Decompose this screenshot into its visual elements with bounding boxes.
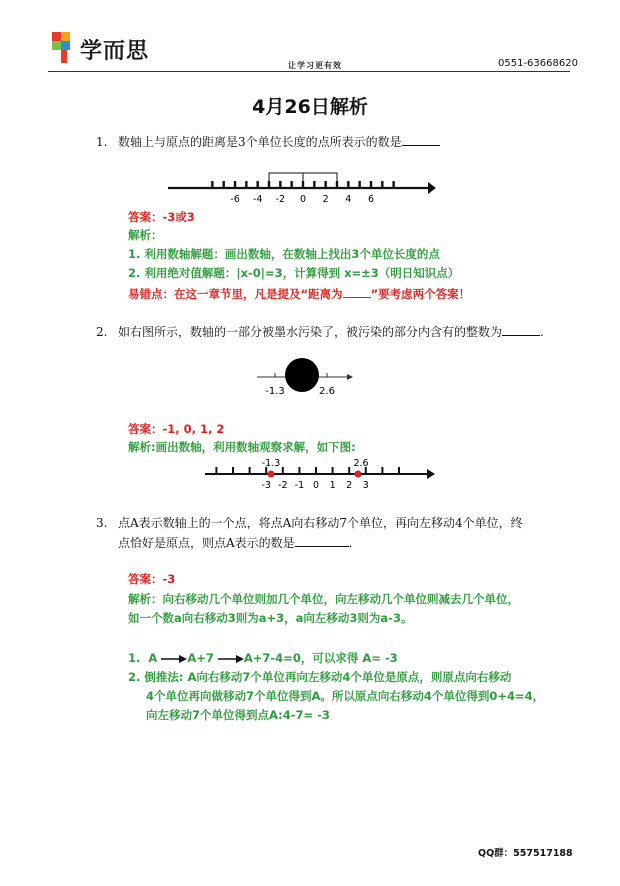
q1-bracket-left [269, 173, 303, 185]
tick-label: -1 [294, 480, 305, 491]
tick-label: 0 [299, 194, 307, 205]
q2-figure-arrow [347, 374, 353, 380]
tick-label: -2 [275, 194, 286, 205]
q1-tick-labels [230, 194, 374, 205]
q3-period: . [348, 536, 353, 550]
q1-axis-arrow [428, 182, 436, 194]
q2-point-label-right: 2.6 [353, 458, 369, 469]
q1-bracket-right [303, 173, 337, 185]
q3-step-1 [128, 649, 398, 668]
q3-analysis-line2: 如一个数a向右移动3则为a+3，a向左移动3则为a-3。 [128, 611, 413, 625]
q2-number-line [195, 455, 440, 495]
q3-text-line1: 点A表示数轴上的一个点，将点A向右移动7个单位，再向左移动4个单位，终 [118, 516, 523, 530]
q1-method-2: 2. 利用绝对值解题：|x-0|=3，计算得到 x=±3（明日知识点） [128, 266, 460, 280]
q2-text [118, 323, 578, 341]
q3-step-2-line3: 向左移动7个单位得到点A:4-7= -3 [146, 708, 330, 722]
q2-answer: 答案：-1, 0, 1, 2 [128, 422, 225, 436]
phone-number: 0551-63668620 [498, 58, 578, 69]
q2-axis-arrow [427, 469, 435, 479]
q1-number: 1. [96, 135, 108, 149]
q1-method-1: 1. 利用数轴解题：画出数轴，在数轴上找出3个单位长度的点 [128, 247, 440, 261]
q1-answer: 答案：-3或3 [128, 210, 195, 224]
q2-ink-figure [255, 355, 355, 400]
q2-number: 2. [96, 325, 108, 339]
q3-question: 点恰好是原点，则点A表示的数是 [118, 536, 295, 550]
slogan: 让学习更有效 [288, 61, 342, 70]
q3-step1-c: A+7-4=0，可以求得 A= -3 [243, 651, 398, 665]
tick-label: 0 [312, 480, 320, 491]
q1-error-point [128, 285, 470, 302]
tick-label: 2 [346, 480, 353, 491]
q3-step-2-line2: 4个单位再向做移动7个单位得到A。所以原点向右移动4个单位得到0+4=4， [146, 689, 545, 703]
q1-error-suffix: ”要考虑两个答案！ [370, 287, 471, 301]
logo [50, 28, 170, 68]
point-minus-1-3 [268, 471, 275, 478]
q2-figure-label-right: 2.6 [319, 386, 335, 397]
q3-analysis-line1: 解析：向右移动几个单位则加几个单位，向左移动几个单位则减去几个单位， [128, 592, 519, 606]
q1-analysis-label: 解析： [128, 228, 163, 242]
q3-step-2-line1: 2. 倒推法: A向右移动7个单位再向左移动4个单位是原点，则原点向右移动 [128, 670, 512, 684]
q1-blank [402, 133, 440, 146]
q3-number: 3. [96, 516, 108, 530]
q1-error-blank [343, 285, 371, 298]
tick-label: -4 [252, 194, 263, 205]
q1-text [118, 133, 578, 151]
q2-point-label-left: -1.3 [261, 458, 281, 469]
q3-answer: 答案：-3 [128, 572, 176, 586]
q2-tick-labels [261, 480, 368, 491]
tick-label: 1 [329, 480, 336, 491]
q2-blank [502, 323, 540, 336]
q2-figure-label-left: -1.3 [265, 386, 285, 397]
q2-period: . [540, 325, 544, 339]
logo-text: 学而思 [80, 39, 150, 64]
tick-label: 4 [345, 194, 352, 205]
tick-label: -3 [261, 480, 271, 491]
logo-icon [50, 28, 80, 68]
q2-question: 如右图所示，数轴的一部分被墨水污染了，被污染的部分内含有的整数为 [118, 325, 503, 339]
tick-label: 2 [322, 194, 329, 205]
point-2-6 [355, 471, 362, 478]
footer-qq: QQ群：557517188 [478, 848, 573, 859]
q3-step1-a: A [148, 651, 158, 665]
q1-number-line [160, 168, 440, 208]
q3-blank [295, 534, 349, 547]
q3-step1-b: A+7 [187, 651, 214, 665]
q3-text-line2 [118, 534, 578, 552]
page-title: 4月26日解析 [252, 96, 368, 118]
tick-label: -2 [278, 480, 288, 491]
q1-question: 数轴上与原点的距离是3个单位长度的点所表示的数是 [118, 135, 402, 149]
ink-blot [285, 358, 319, 392]
q1-error-prefix: 易错点：在这一章节里，凡是提及“距离为 [128, 287, 343, 301]
arrow-right-icon [218, 654, 244, 664]
tick-label: 3 [362, 480, 369, 491]
q3-step1-number: 1. [128, 651, 141, 665]
header-divider [48, 71, 570, 72]
arrow-right-icon [161, 654, 187, 664]
tick-label: -6 [230, 194, 240, 205]
q2-analysis: 解析:画出数轴，利用数轴观察求解，如下图: [128, 440, 356, 454]
tick-label: 6 [367, 194, 375, 205]
